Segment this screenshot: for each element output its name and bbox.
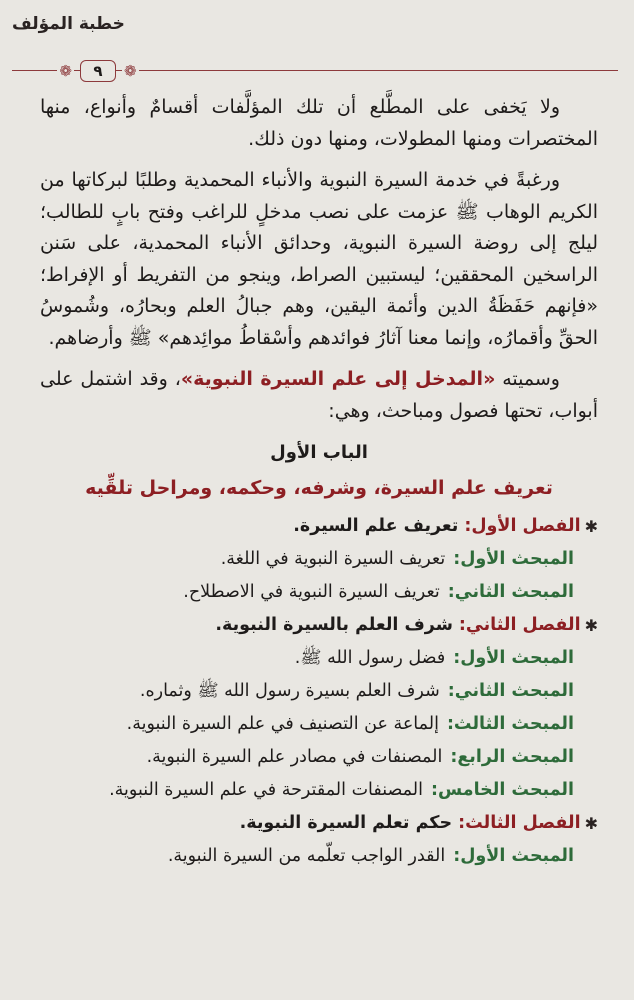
topic-row bbox=[40, 543, 598, 576]
topic-title: المصنفات المقترحة في علم السيرة النبوية. bbox=[109, 779, 423, 800]
topic-label: المبحث الأول: bbox=[453, 647, 574, 668]
paragraph-2: ورغبةً في خدمة السيرة النبوية والأنباء المحمدية وطلبًا لبركاتها من الكريم الوهاب ﷺ عزمت على نصب مدخلٍ للراغب وفتح بابٍ للطالب؛ ليلج إلى روضة السيرة النبوية، وحدائق الأنباء المحمدية، على سَنن الراسخين المحققين؛ ليستبين الصراط، وينجو من التفريط أو الإفراط؛ «فإنهم حَفَظَةُ الدين وأئمة اليقين، وهم جبالُ العلم وبحارُه، وشُموسُ الحقِّ وأقمارُه، وإنما معنا آثارُ فوائدهم وأسْقاطُ موائِدهم» ﷺ وأرضاهم. bbox=[40, 169, 598, 349]
chapter-row bbox=[40, 510, 598, 543]
topic-row bbox=[40, 840, 598, 873]
contents-outline bbox=[40, 510, 598, 873]
topic-title: فضل رسول الله ﷺ. bbox=[294, 647, 446, 668]
topic-title: تعريف السيرة النبوية في الاصطلاح. bbox=[183, 581, 440, 602]
chapter-label: الفصل الثالث: bbox=[458, 812, 581, 833]
paragraph-3 bbox=[40, 364, 598, 427]
topic-title: تعريف السيرة النبوية في اللغة. bbox=[220, 548, 446, 569]
page-number: ٩ bbox=[80, 60, 116, 82]
topic-title: إلماعة عن التصنيف في علم السيرة النبوية. bbox=[126, 713, 439, 734]
topic-row bbox=[40, 576, 598, 609]
topic-title: المصنفات في مصادر علم السيرة النبوية. bbox=[146, 746, 443, 767]
flourish-left-icon: ❁ bbox=[59, 61, 72, 80]
topic-label: المبحث الأول: bbox=[453, 548, 574, 569]
asterisk-icon: ✱ bbox=[584, 516, 598, 536]
topic-label: المبحث الثاني: bbox=[447, 581, 574, 602]
page-body bbox=[40, 92, 598, 873]
book-title: «المدخل إلى علم السيرة النبوية» bbox=[180, 368, 496, 390]
chapter-label: الفصل الثاني: bbox=[458, 614, 581, 635]
section-subheading: تعريف علم السيرة، وشرفه، وحكمه، ومراحل تلقِّيه bbox=[85, 476, 553, 499]
section-heading: الباب الأول bbox=[270, 442, 368, 463]
topic-row bbox=[40, 741, 598, 774]
topic-label: المبحث الثاني: bbox=[447, 680, 574, 701]
topic-title: شرف العلم بسيرة رسول الله ﷺ وثماره. bbox=[139, 680, 440, 701]
paragraph-3-tail: ، وقد اشتمل على أبواب، تحتها فصول ومباحث، وهي: bbox=[40, 368, 598, 422]
chapter-row bbox=[40, 609, 598, 642]
chapter-title: شرف العلم بالسيرة النبوية. bbox=[215, 614, 453, 635]
page-number-ornament bbox=[38, 60, 158, 82]
running-header: خطبة المؤلف bbox=[12, 14, 125, 34]
chapter-row bbox=[40, 807, 598, 840]
paragraph-3-lead: وسميته bbox=[495, 368, 560, 390]
flourish-right-icon: ❁ bbox=[124, 61, 137, 80]
topic-title: القدر الواجب تعلّمه من السيرة النبوية. bbox=[167, 845, 446, 866]
chapter-label: الفصل الأول: bbox=[464, 515, 581, 536]
asterisk-icon: ✱ bbox=[584, 615, 598, 635]
topic-label: المبحث الثالث: bbox=[446, 713, 574, 734]
asterisk-icon: ✱ bbox=[584, 813, 598, 833]
topic-row bbox=[40, 642, 598, 675]
topic-row bbox=[40, 774, 598, 807]
topic-label: المبحث الرابع: bbox=[450, 746, 574, 767]
topic-label: المبحث الأول: bbox=[453, 845, 574, 866]
chapter-title: حكم تعلم السيرة النبوية. bbox=[239, 812, 453, 833]
topic-row bbox=[40, 675, 598, 708]
topic-row bbox=[40, 708, 598, 741]
topic-label: المبحث الخامس: bbox=[431, 779, 574, 800]
paragraph-1: ولا يَخفى على المطَّلع أن تلك المؤلَّفات أقسامٌ وأنواع، منها المختصرات ومنها المطولات، ومنها دون ذلك. bbox=[40, 96, 598, 150]
chapter-title: تعريف علم السيرة. bbox=[293, 515, 459, 536]
